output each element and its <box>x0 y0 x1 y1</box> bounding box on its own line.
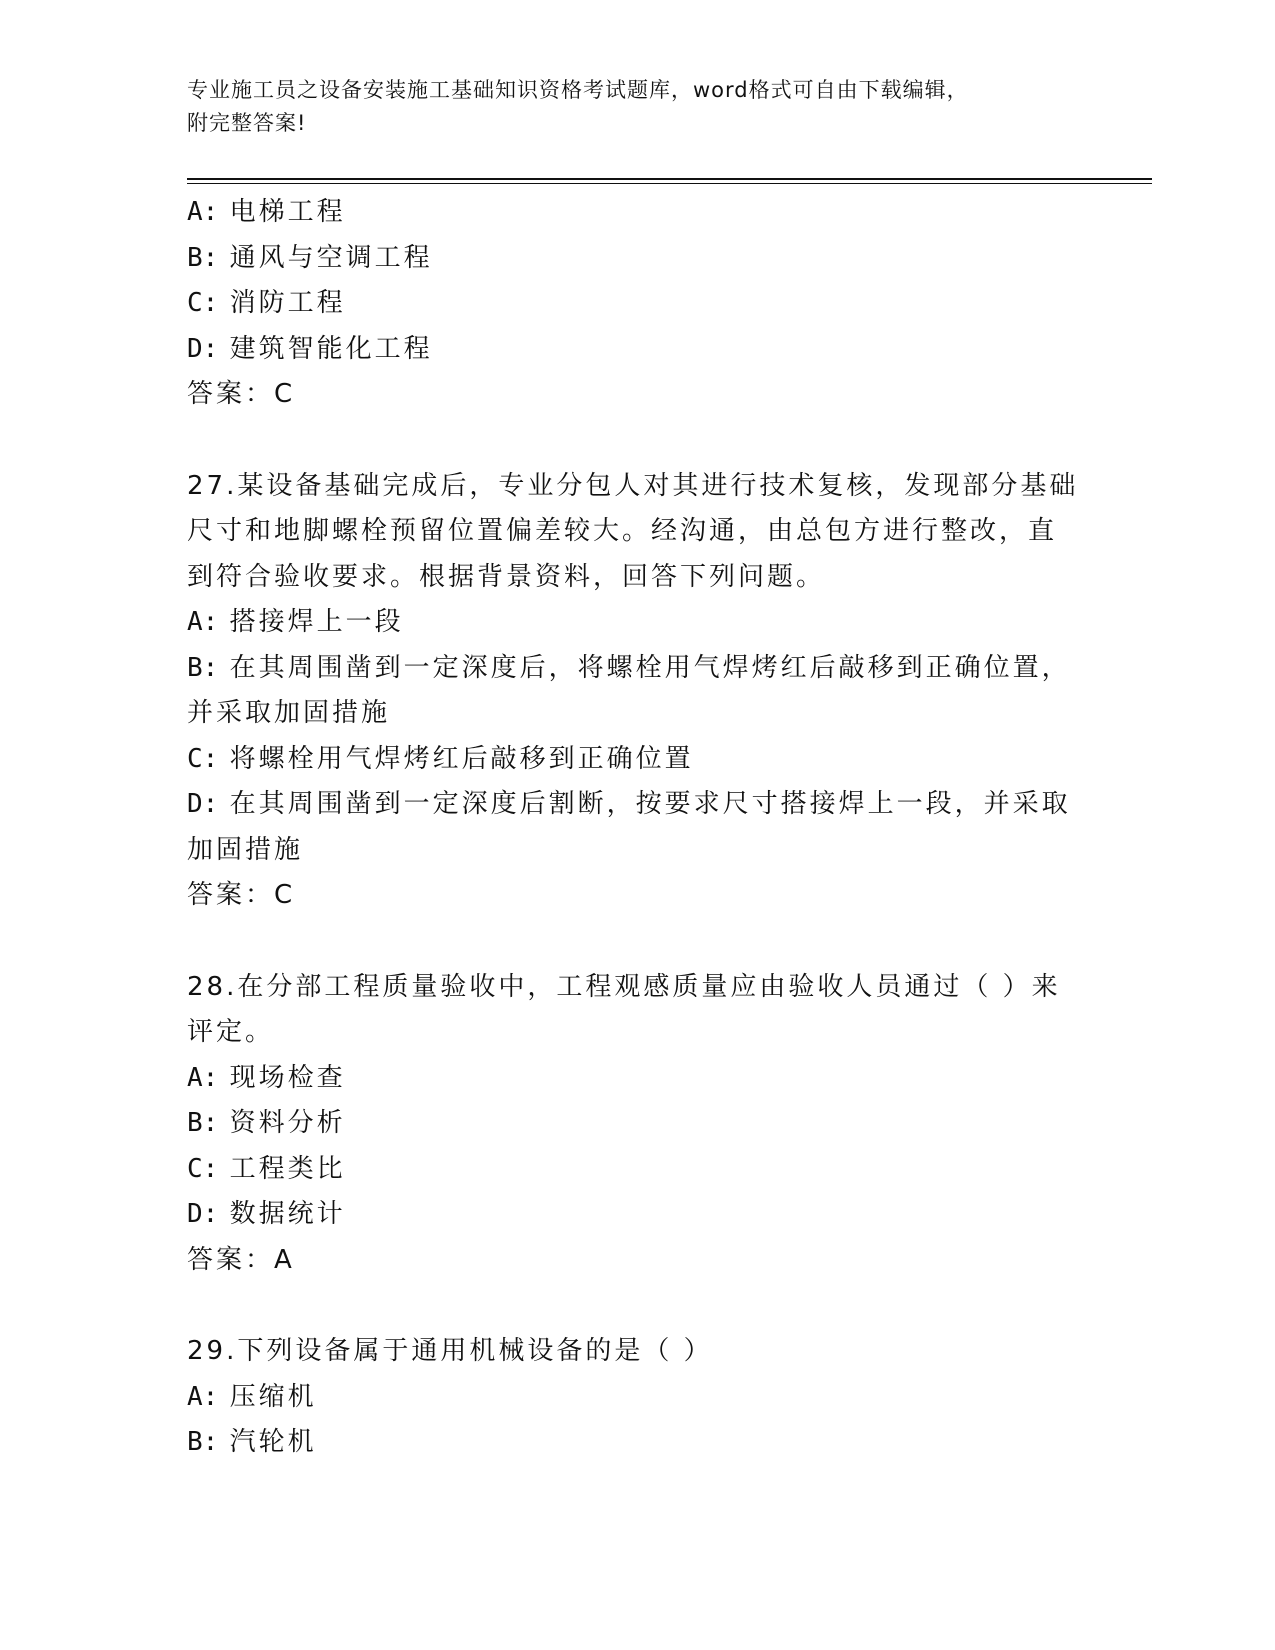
option-c: C: 消防工程 <box>187 288 346 318</box>
option-c: C: 将螺栓用气焊烤红后敲移到正确位置 <box>187 743 694 774</box>
answer-line: 答案：C <box>187 379 296 409</box>
question-stem-line: 到符合验收要求。根据背景资料，回答下列问题。 <box>187 561 826 592</box>
option-d-continued: 加固措施 <box>187 834 304 865</box>
spacer <box>187 418 1077 464</box>
question-28 <box>187 965 1077 1284</box>
document-header <box>187 74 1067 140</box>
option-a: A: 现场检查 <box>187 1062 346 1093</box>
option-d: D: 数据统计 <box>187 1199 346 1229</box>
option-a: A: 压缩机 <box>187 1381 317 1412</box>
question-content <box>187 190 1077 1466</box>
option-b-continued: 并采取加固措施 <box>187 698 391 728</box>
option-a: A: 电梯工程 <box>187 197 346 227</box>
header-line-1: 专业施工员之设备安装施工基础知识资格考试题库，word格式可自由下载编辑， <box>187 78 969 102</box>
header-divider-thick <box>187 178 1152 180</box>
option-b: B: 在其周围凿到一定深度后，将螺栓用气焊烤红后敲移到正确位置， <box>187 652 1071 683</box>
option-a: A: 搭接焊上一段 <box>187 607 404 637</box>
question-stem-line: 28.在分部工程质量验收中，工程观感质量应由验收人员通过（ ）来 <box>187 971 1061 1002</box>
question-29 <box>187 1329 1077 1466</box>
option-c: C: 工程类比 <box>187 1153 346 1184</box>
question-stem-line: 评定。 <box>187 1017 275 1047</box>
option-d: D: 建筑智能化工程 <box>187 333 433 364</box>
option-b: B: 汽轮机 <box>187 1427 317 1457</box>
header-line-2: 附完整答案! <box>187 111 307 135</box>
option-b: B: 通风与空调工程 <box>187 242 433 273</box>
option-d: D: 在其周围凿到一定深度后割断，按要求尺寸搭接焊上一段，并采取 <box>187 789 1071 819</box>
question-stem-line: 27.某设备基础完成后，专业分包人对其进行技术复核，发现部分基础 <box>187 470 1079 501</box>
spacer <box>187 919 1077 965</box>
header-divider-thin <box>187 183 1152 184</box>
option-b: B: 资料分析 <box>187 1108 346 1138</box>
question-stem-line: 29.下列设备属于通用机械设备的是（ ） <box>187 1336 713 1366</box>
question-27 <box>187 464 1077 919</box>
question-stem-line: 尺寸和地脚螺栓预留位置偏差较大。经沟通，由总包方进行整改，直 <box>187 516 1058 546</box>
spacer <box>187 1283 1077 1329</box>
answer-line: 答案：A <box>187 1244 295 1275</box>
answer-line: 答案：C <box>187 880 296 910</box>
question-26-options <box>187 190 1077 418</box>
